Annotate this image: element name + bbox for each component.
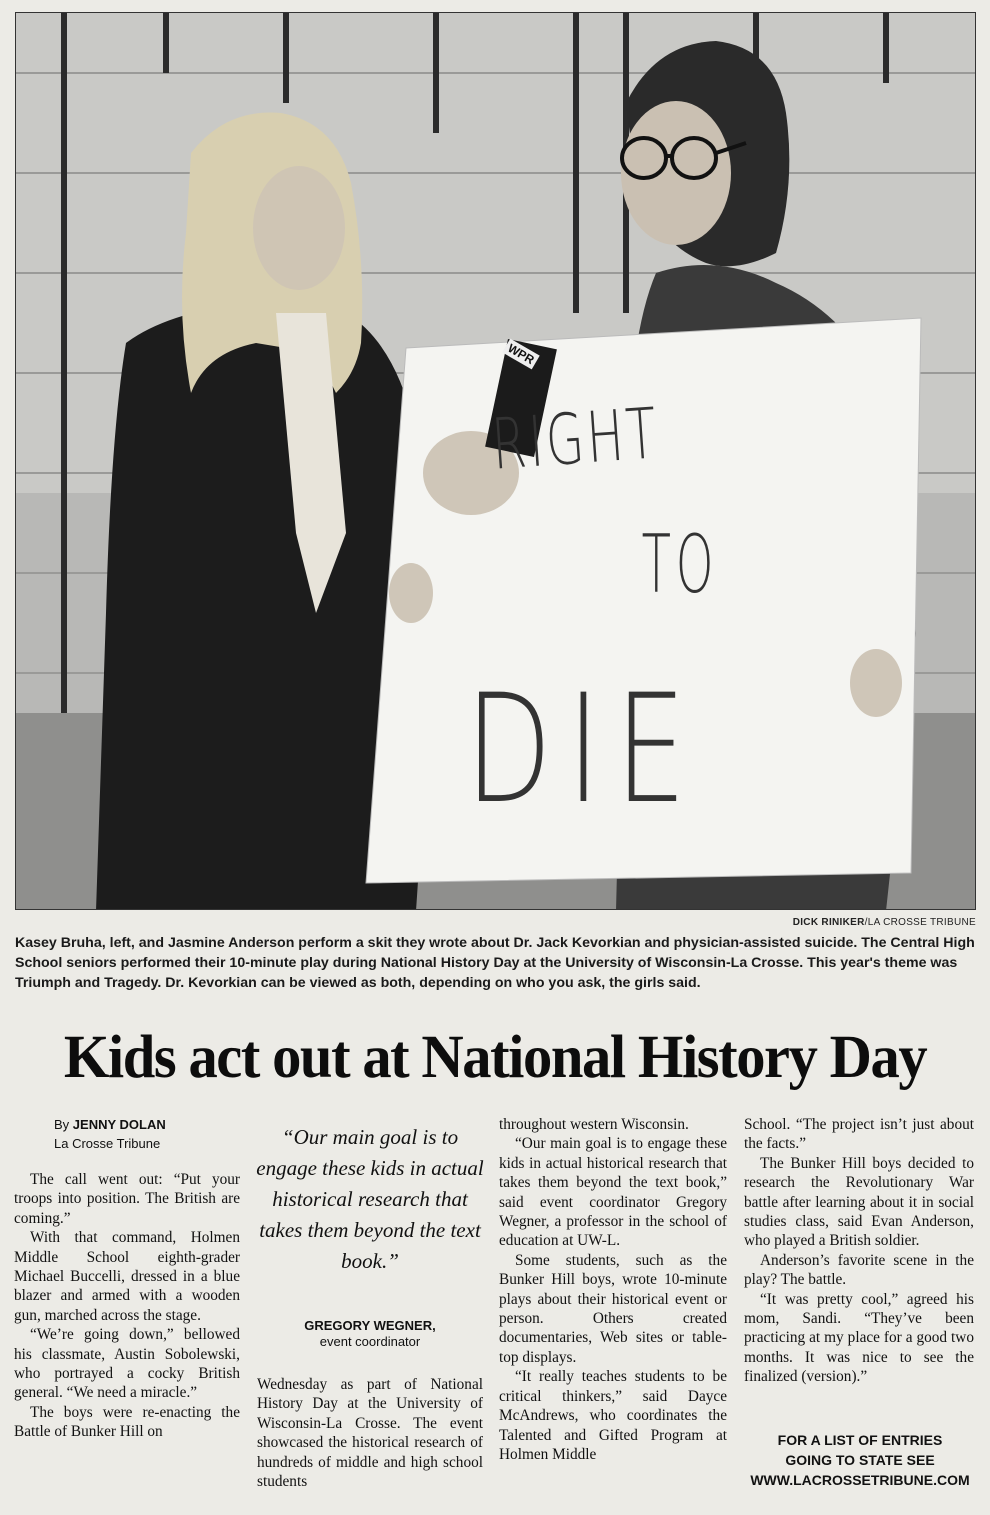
promo-line-2: GOING TO STATE SEE xyxy=(785,1452,935,1468)
column-1 xyxy=(14,1115,240,1442)
paragraph: Wednesday as part of National History Day at the University of Wisconsin-La Crosse. The event showcased the historical research of hundreds of middle and high school students xyxy=(257,1376,483,1491)
promo-box xyxy=(740,1430,980,1490)
paragraph: “Our main goal is to engage these kids in actual historical research that takes them beyond the text book,” said event coordinator Gregory Wegner, a professor in the school of education at UW-L. xyxy=(499,1135,727,1250)
paragraph: The call went out: “Put your troops into position. The British are coming.” xyxy=(14,1171,240,1227)
photo-credit xyxy=(793,917,976,928)
paragraph: Anderson’s favorite scene in the play? The battle. xyxy=(744,1251,974,1289)
sign-word-2: TO xyxy=(641,518,719,611)
byline-by: By xyxy=(54,1117,70,1132)
paragraph: The boys were re-enacting the Battle of Bunker Hill on xyxy=(14,1403,240,1441)
byline-author: JENNY DOLAN xyxy=(72,1117,166,1132)
pull-quote-name: GREGORY WEGNER, xyxy=(304,1318,436,1333)
photo-outlet: /LA CROSSE TRIBUNE xyxy=(864,917,976,928)
paragraph: School. “The project isn’t just about the facts.” xyxy=(744,1116,974,1153)
headline: Kids act out at National History Day xyxy=(63,1024,927,1091)
news-photo xyxy=(15,12,976,910)
paragraph: With that command, Holmen Middle School eighth-grader Michael Buccelli, dressed in a blue blazer and armed with a wooden gun, marched across the stage. xyxy=(14,1229,240,1324)
promo-line-1: FOR A LIST OF ENTRIES xyxy=(777,1432,943,1448)
sign-word-1: RIGHT xyxy=(489,392,662,486)
paragraph: The Bunker Hill boys decided to research the Revolutionary War battle after learning about it in social studies class, said Evan Anderson, who played a British soldier. xyxy=(744,1154,974,1250)
promo-url-link[interactable]: WWW.LACROSSETRIBUNE.COM xyxy=(750,1472,970,1488)
paragraph: throughout western Wisconsin. xyxy=(499,1116,689,1133)
photographer: DICK RINIKER xyxy=(792,917,865,928)
paragraph: “We’re going down,” bellowed his classmate, Austin Sobolewski, who portrayed a cocky British general. “We need a miracle.” xyxy=(14,1326,240,1402)
pull-quote: “Our main goal is to engage these kids in actual historical research that takes them beyond the text book.” xyxy=(256,1125,484,1273)
sign-word-3: DIE xyxy=(465,663,702,837)
mic-flag: WPR xyxy=(502,339,539,370)
column-2 xyxy=(257,1375,483,1491)
byline xyxy=(14,1115,240,1153)
paragraph: “It really teaches students to be critical thinkers,” said Dayce McAndrews, who coordinates the Talented and Gifted Program at Holmen Middle xyxy=(499,1368,727,1463)
paragraph: Some students, such as the Bunker Hill boys, wrote 10-minute plays about their historical event or person. Others created documentaries, Web sites or table-top displays. xyxy=(499,1251,727,1366)
pull-quote-title: event coordinator xyxy=(319,1334,421,1349)
column-4 xyxy=(744,1115,974,1387)
photo-caption: Kasey Bruha, left, and Jasmine Anderson perform a skit they wrote about Dr. Jack Kevorkian and physician-assisted suicide. The Central High School seniors performed their 10-minute play during National History Day at the University of Wisconsin-La Crosse. This year's theme was Triumph and Tragedy. Dr. Kevorkian can be viewed as both, depending on who you ask, the girls said. xyxy=(15,935,975,991)
paragraph: “It was pretty cool,” agreed his mom, Sandi. “They’ve been practicing at my place for a good two months. It was nice to see the finalized (version).” xyxy=(744,1290,974,1386)
byline-outlet: La Crosse Tribune xyxy=(54,1136,161,1151)
column-3 xyxy=(499,1115,727,1464)
